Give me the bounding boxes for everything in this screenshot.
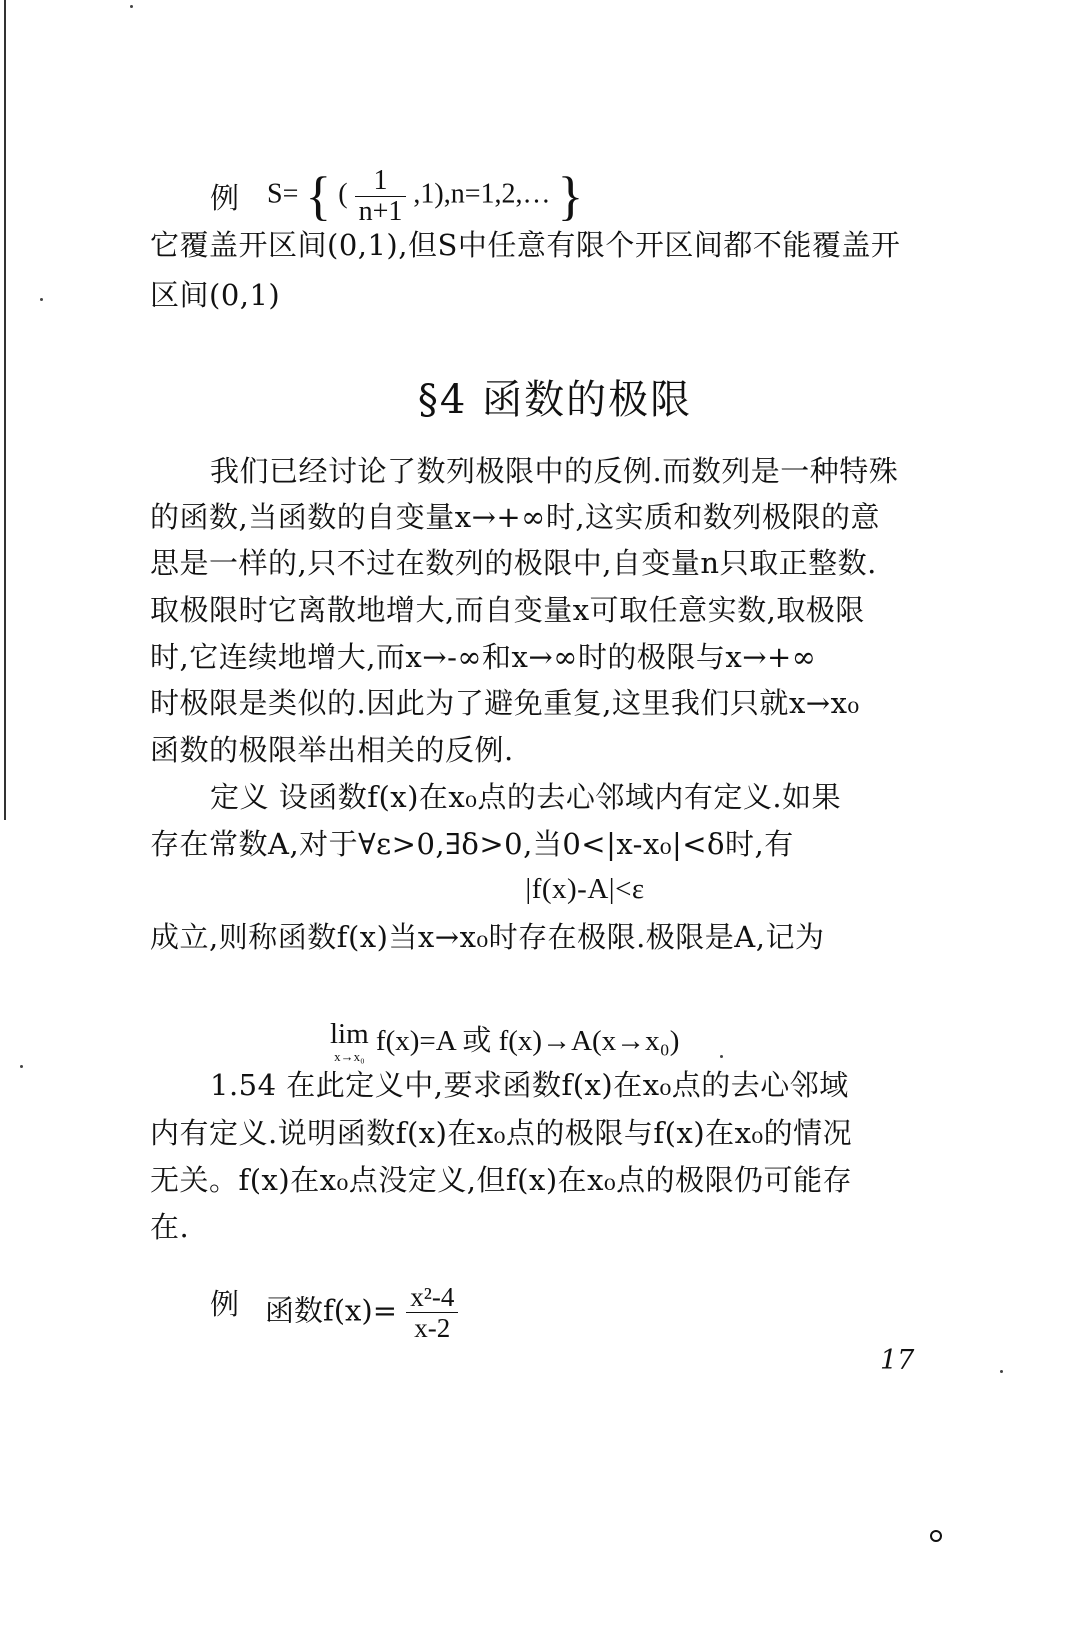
example-text: [265, 1282, 458, 1343]
paragraph-line: 时,它连续地增大,而x→-∞和x→∞时的极限与x→+∞: [150, 640, 817, 674]
set-formula: [267, 165, 583, 227]
paragraph-line: 它覆盖开区间(0,1),但S中任意有限个开区间都不能覆盖开: [150, 228, 901, 262]
paragraph-line: 思是一样的,只不过在数列的极限中,自变量n只取正整数.: [150, 546, 877, 580]
example-label: 例: [210, 181, 240, 215]
fraction-denominator: x-2: [414, 1313, 451, 1343]
lim-operator: [330, 1018, 369, 1063]
fraction-numerator: x²-4: [406, 1282, 458, 1313]
definition-inequality: |f(x)-A|<ε: [525, 873, 645, 905]
fraction: [406, 1282, 458, 1343]
lim-expression: f(x)=A 或 f(x)→A(x→x₀): [375, 1025, 680, 1057]
scan-speck: [1000, 1370, 1003, 1373]
page-number: 17: [880, 1345, 915, 1376]
item-line: 1.54 在此定义中,要求函数f(x)在x₀点的去心邻域: [210, 1068, 849, 1102]
paragraph-line: 时极限是类似的.因此为了避免重复,这里我们只就x→x₀: [150, 686, 860, 720]
scan-dot: [930, 1530, 942, 1542]
set-rest: ,1),n=1,2,…: [413, 178, 551, 210]
fraction-numerator: 1: [355, 166, 407, 197]
definition-line: 存在常数A,对于∀ε>0,∃δ>0,当0<|x-x₀|<δ时,有: [150, 827, 794, 861]
example-label: 例: [210, 1287, 240, 1321]
paragraph-line: 取极限时它离散地增大,而自变量x可取任意实数,取极限: [150, 593, 865, 627]
left-brace-glyph: {: [305, 166, 332, 226]
paragraph-line: 区间(0,1): [150, 278, 281, 312]
paragraph-line: 的函数,当函数的自变量x→+∞时,这实质和数列极限的意: [150, 500, 881, 534]
item-line: 内有定义.说明函数f(x)在x₀点的极限与f(x)在x₀的情况: [150, 1116, 853, 1150]
open-paren: (: [338, 178, 348, 210]
scan-speck: [130, 5, 133, 8]
fraction-denominator: n+1: [358, 195, 403, 227]
set-lhs: S=: [267, 178, 299, 210]
limit-notation: [330, 1018, 679, 1063]
item-line: 无关。f(x)在x₀点没定义,但f(x)在x₀点的极限仍可能存: [150, 1163, 853, 1197]
scan-speck: [40, 298, 43, 301]
paragraph-line: 我们已经讨论了数列极限中的反例.而数列是一种特殊: [210, 454, 899, 488]
right-brace-glyph: }: [557, 166, 584, 226]
section-heading: §4 函数的极限: [417, 377, 693, 423]
definition-line: 成立,则称函数f(x)当x→x₀时存在极限.极限是A,记为: [150, 920, 825, 954]
scan-speck: [20, 1065, 23, 1068]
function-lhs: 函数f(x)=: [265, 1293, 398, 1328]
paragraph-line: 函数的极限举出相关的反例.: [150, 733, 514, 767]
fraction: [355, 166, 407, 227]
scan-speck: [720, 1055, 723, 1058]
scan-edge-line: [4, 0, 6, 820]
item-line: 在.: [150, 1210, 190, 1244]
lim-subscript: x→x₀: [334, 1049, 365, 1064]
definition-line: 定义 设函数f(x)在x₀点的去心邻域内有定义.如果: [210, 780, 842, 814]
lim-word: lim: [330, 1018, 369, 1050]
